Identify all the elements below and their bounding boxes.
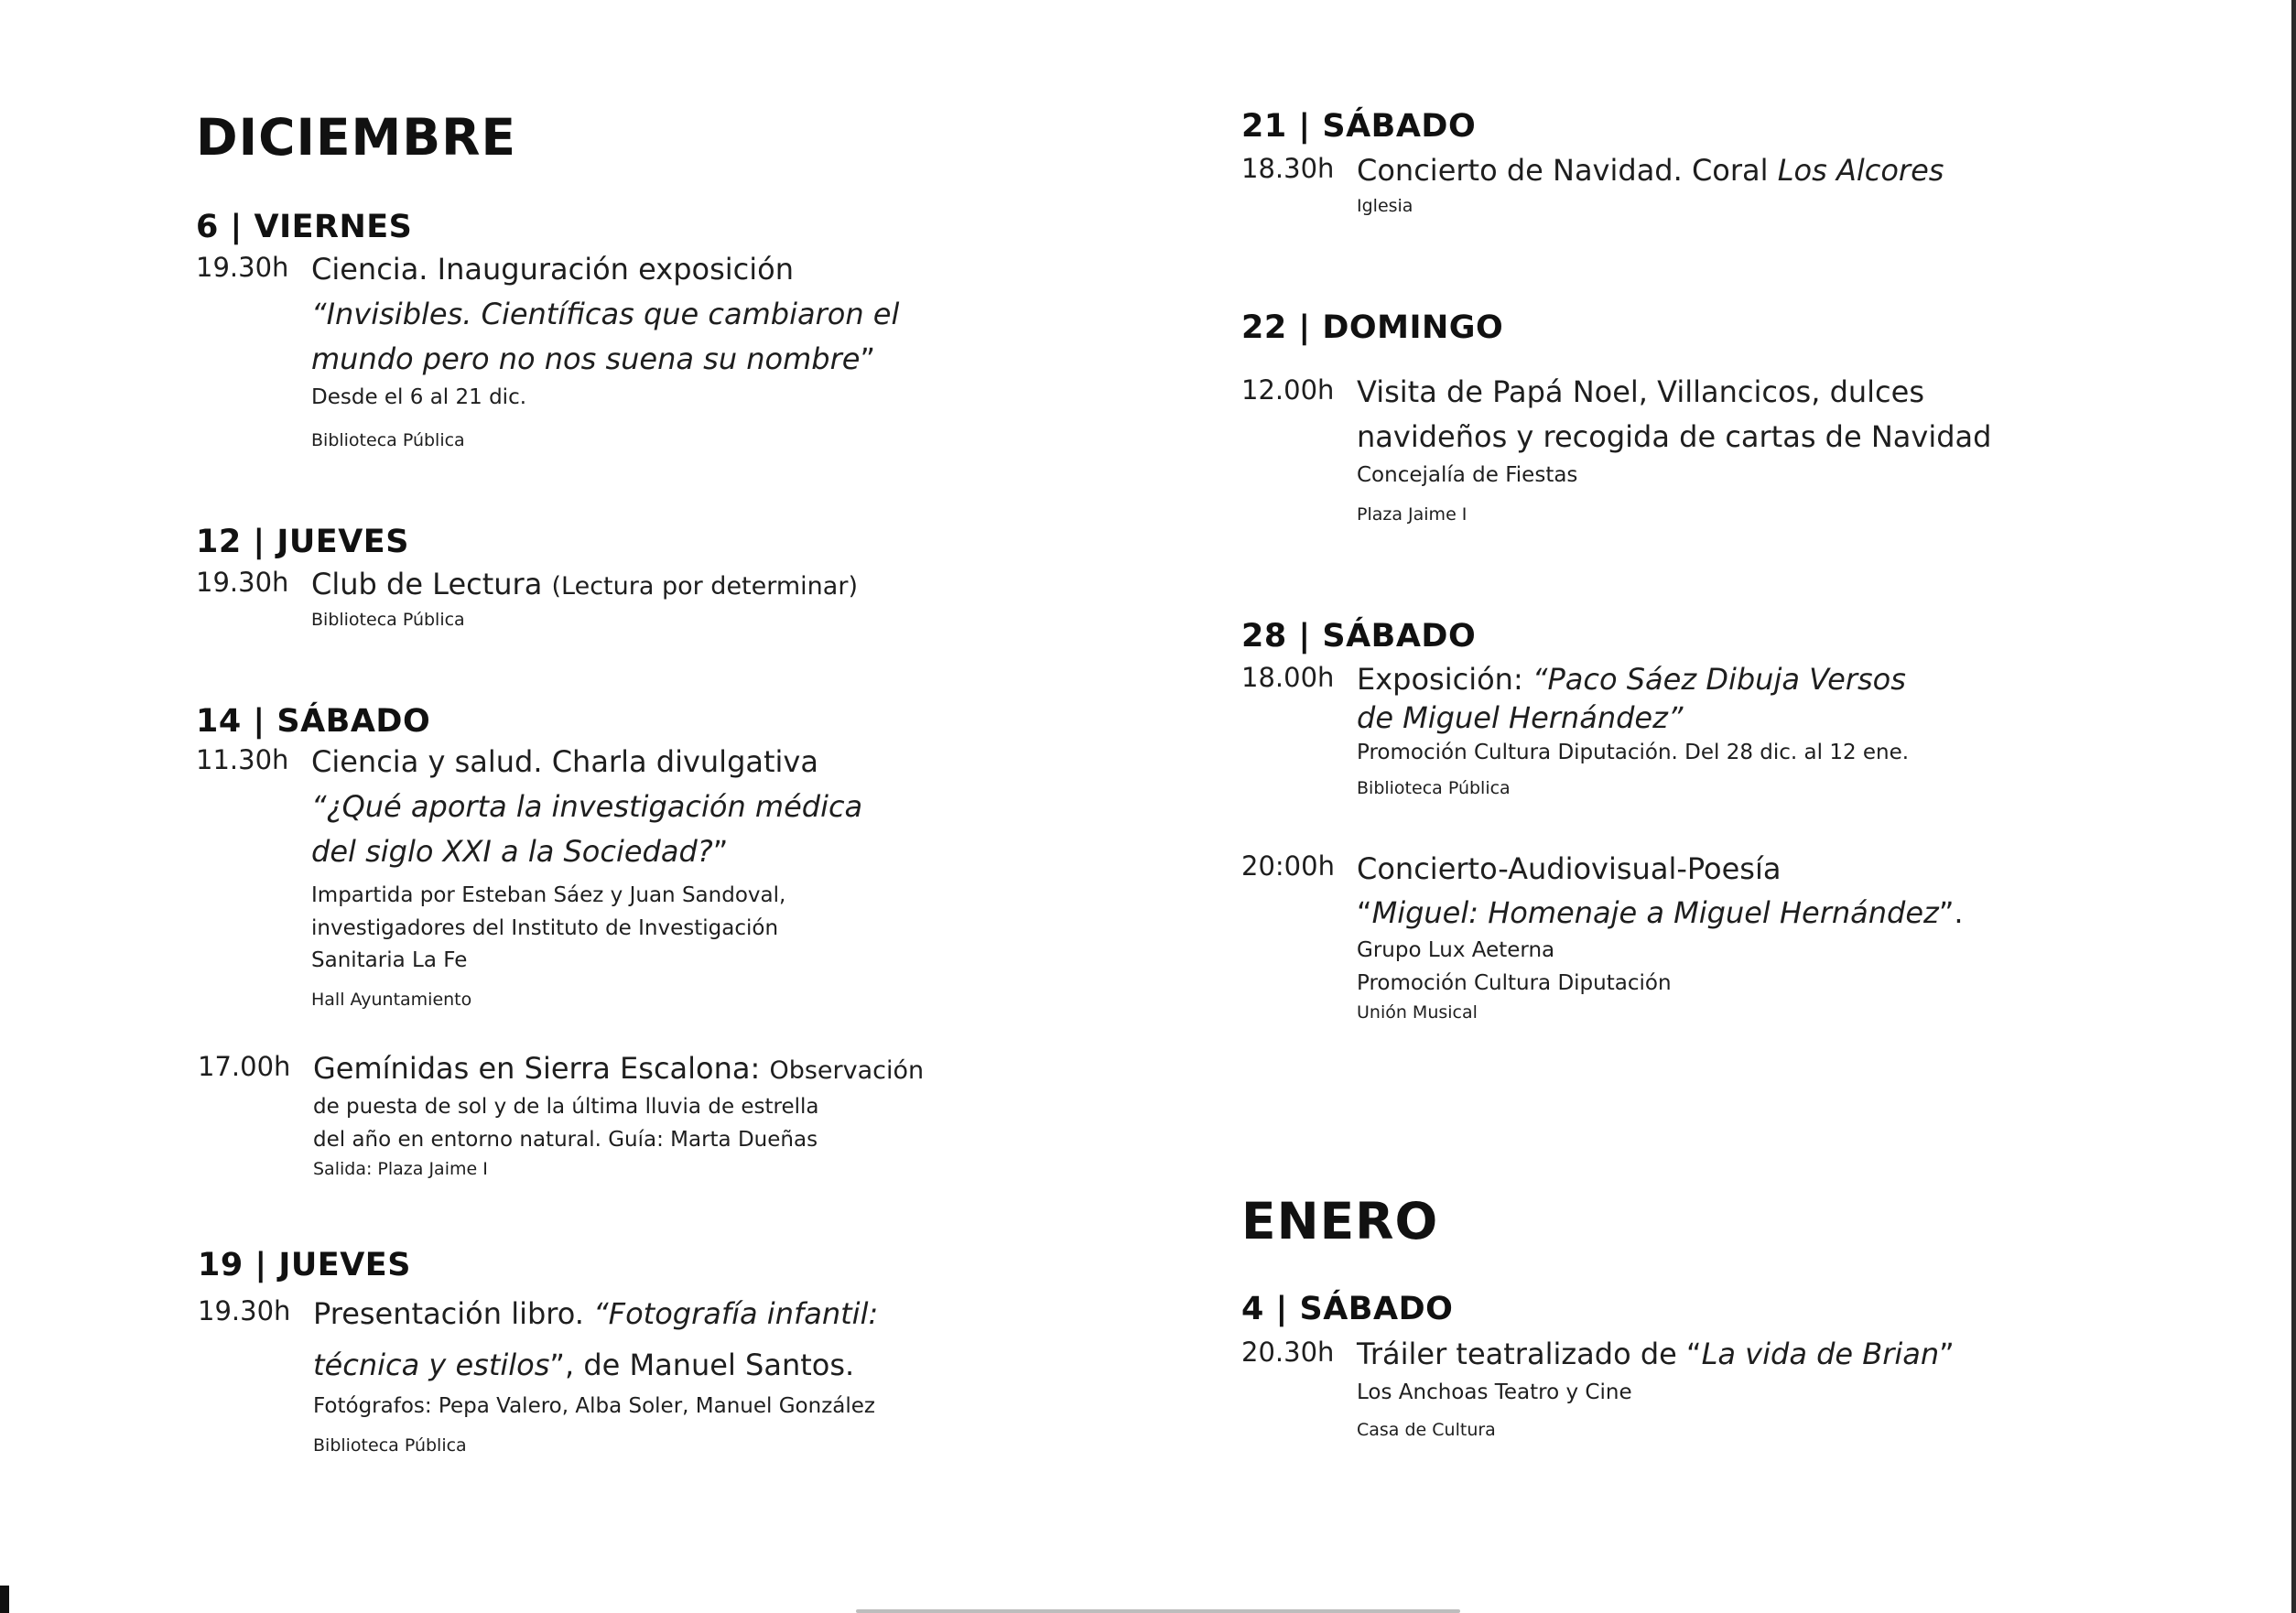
- event-place: Salida: Plaza Jaime I: [313, 1159, 488, 1180]
- event-title-rest: ”.: [1938, 895, 1964, 930]
- day-heading: 14 | SÁBADO: [196, 703, 431, 740]
- event-time: 18.30h: [1241, 153, 1335, 184]
- event-title: Ciencia. Inauguración exposición: [311, 252, 794, 287]
- event-title-italic: “¿Qué aporta la investigación médica: [311, 788, 863, 824]
- event-title: Presentación libro.: [313, 1296, 594, 1331]
- event-title-italic: técnica y estilos: [313, 1348, 550, 1382]
- event-title-italic: La vida de Brian: [1701, 1337, 1940, 1371]
- event-detail: del año en entorno natural. Guía: Marta Dueñas: [313, 1127, 818, 1152]
- event-place: Casa de Cultura: [1357, 1419, 1496, 1440]
- event-detail: de puesta de sol y de la última lluvia de estrella: [313, 1094, 819, 1119]
- event-title-italic: “Invisibles. Científicas que cambiaron el: [311, 296, 900, 331]
- event-place: Plaza Jaime I: [1357, 503, 1467, 525]
- event-detail: Impartida por Esteban Sáez y Juan Sandoval,: [311, 882, 786, 907]
- event-time: 12.00h: [1241, 374, 1335, 406]
- event-title: Exposición:: [1357, 662, 1532, 697]
- left-column: [0, 0, 1144, 1613]
- event-place: Hall Ayuntamiento: [311, 989, 472, 1010]
- event-title-italic: Miguel: Homenaje a Miguel Hernández: [1371, 895, 1939, 930]
- event-time: 19.30h: [198, 1295, 291, 1326]
- event-detail: Desde el 6 al 21 dic.: [311, 384, 527, 409]
- event-detail: Promoción Cultura Diputación: [1357, 970, 1672, 995]
- event-title-note: Observación: [769, 1056, 925, 1085]
- day-heading: 4 | SÁBADO: [1241, 1291, 1454, 1327]
- event-detail: Los Anchoas Teatro y Cine: [1357, 1380, 1632, 1404]
- event-quote-open: “: [1357, 895, 1372, 930]
- event-title-italic: “Paco Sáez Dibuja Versos: [1532, 662, 1906, 697]
- event-title-italic: “Fotografía infantil:: [593, 1296, 879, 1331]
- event-title: Club de Lectura: [311, 567, 552, 601]
- event-quote-close: ”: [712, 833, 729, 869]
- event-detail: Sanitaria La Fe: [311, 948, 468, 973]
- day-heading: 12 | JUEVES: [196, 524, 409, 560]
- event-title-italic: mundo pero no nos suena su nombre: [311, 341, 861, 376]
- event-place: Biblioteca Pública: [311, 429, 465, 450]
- event-time: 19.30h: [196, 567, 289, 598]
- event-time: 17.00h: [198, 1051, 291, 1082]
- day-heading: 28 | SÁBADO: [1241, 618, 1477, 655]
- event-time: 20:00h: [1241, 850, 1335, 882]
- event-detail: Fotógrafos: Pepa Valero, Alba Soler, Manuel González: [313, 1394, 875, 1418]
- day-heading: 22 | DOMINGO: [1241, 309, 1504, 346]
- event-detail: Promoción Cultura Diputación. Del 28 dic. al 12 ene.: [1357, 741, 1910, 765]
- event-place: Unión Musical: [1357, 1002, 1478, 1023]
- event-title: Visita de Papá Noel, Villancicos, dulces: [1357, 374, 1924, 409]
- event-title-italic: del siglo XXI a la Sociedad?: [311, 833, 713, 869]
- event-place: Biblioteca Pública: [311, 609, 465, 630]
- event-detail: investigadores del Instituto de Investigación: [311, 915, 779, 940]
- event-title: Gemínidas en Sierra Escalona:: [313, 1051, 770, 1086]
- event-title: Ciencia y salud. Charla divulgativa: [311, 744, 818, 779]
- event-time: 19.30h: [196, 252, 289, 283]
- event-title: Tráiler teatralizado de “: [1357, 1337, 1702, 1371]
- event-detail: Concejalía de Fiestas: [1357, 462, 1578, 487]
- event-time: 18.00h: [1241, 662, 1335, 693]
- day-heading: 6 | VIERNES: [196, 209, 413, 245]
- event-quote-close: ”: [1939, 1337, 1955, 1371]
- event-title-rest: ”, de Manuel Santos.: [549, 1348, 855, 1382]
- day-heading: 21 | SÁBADO: [1241, 108, 1477, 145]
- right-column: [1148, 0, 2292, 1613]
- day-heading: 19 | JUEVES: [198, 1247, 411, 1283]
- event-detail: Grupo Lux Aeterna: [1357, 938, 1555, 962]
- event-quote-close: ”: [860, 341, 876, 376]
- event-place: Biblioteca Pública: [313, 1434, 467, 1456]
- event-title-italic: Los Alcores: [1777, 153, 1944, 188]
- event-title: navideños y recogida de cartas de Navidad: [1357, 418, 1992, 454]
- month-title-diciembre: DICIEMBRE: [196, 108, 517, 167]
- event-title-note: (Lectura por determinar): [551, 572, 858, 601]
- event-time: 20.30h: [1241, 1337, 1335, 1368]
- event-title: Concierto de Navidad. Coral: [1357, 153, 1778, 188]
- event-place: Biblioteca Pública: [1357, 777, 1511, 798]
- event-title-italic: de Miguel Hernández”: [1357, 699, 1684, 735]
- event-title: Concierto-Audiovisual-Poesía: [1357, 851, 1782, 886]
- month-title-enero: ENERO: [1241, 1192, 1439, 1250]
- event-time: 11.30h: [196, 744, 289, 775]
- event-place: Iglesia: [1357, 195, 1413, 216]
